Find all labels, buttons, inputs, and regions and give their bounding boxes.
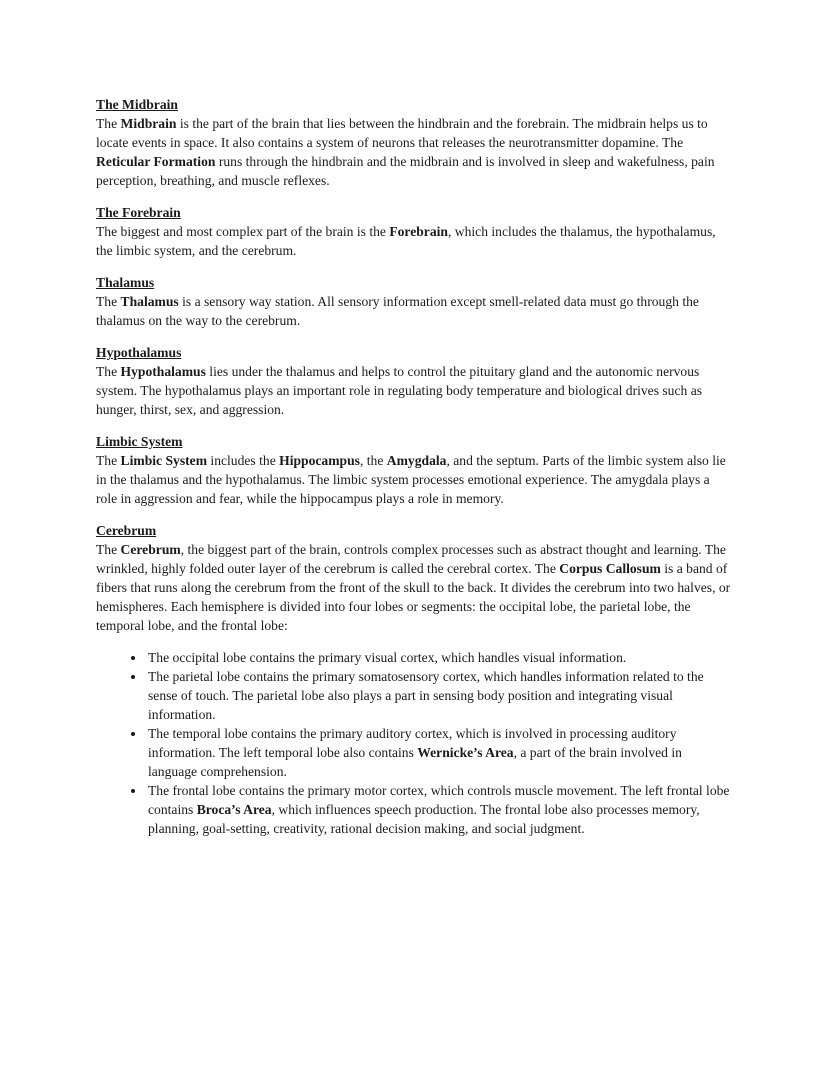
document-section <box>96 521 734 838</box>
paragraph: The Midbrain is the part of the brain that lies between the hindbrain and the forebrain. The midbrain helps us to locate events in space. It also contains a system of neurons that releases the neurotransmitter dopamine. The Reticular Formation runs through the hindbrain and the midbrain and is involved in sleep and wakefulness, pain perception, breathing, and muscle reflexes. <box>96 116 715 188</box>
bold-term: Amygdala <box>386 453 447 468</box>
document-section <box>96 432 734 508</box>
paragraph: The Thalamus is a sensory way station. All sensory information except smell-related data must go through the thalamus on the way to the cerebrum. <box>96 294 699 328</box>
document-section <box>96 95 734 190</box>
section-heading: The Forebrain <box>96 205 181 220</box>
bullet-item: • The parietal lobe contains the primary somatosensory cortex, which handles information related to the sense of touch. The parietal lobe also plays a part in sensing body position and integrating visual information. <box>146 667 734 724</box>
bullet-list <box>96 648 734 838</box>
bold-term: Corpus Callosum <box>559 561 661 576</box>
section-heading: The Midbrain <box>96 97 178 112</box>
section-heading: Limbic System <box>96 434 183 449</box>
bullet-item: • The frontal lobe contains the primary motor cortex, which controls muscle movement. The left frontal lobe contains Broca’s Area, which influences speech production. The frontal lobe also processes memory, planning, goal-setting, creativity, rational decision making, and social judgment. <box>146 781 734 838</box>
bold-term: Hypothalamus <box>120 364 206 379</box>
section-heading: Hypothalamus <box>96 345 182 360</box>
bold-term: Thalamus <box>120 294 179 309</box>
bold-term: Limbic System <box>120 453 208 468</box>
document-content <box>96 95 734 851</box>
document-section <box>96 203 734 260</box>
bold-term: Reticular Formation <box>96 154 216 169</box>
section-heading: Cerebrum <box>96 523 157 538</box>
bullet-item: • The occipital lobe contains the primary visual cortex, which handles visual information. <box>146 648 734 667</box>
paragraph: The biggest and most complex part of the brain is the Forebrain, which includes the thalamus, the hypothalamus, the limbic system, and the cerebrum. <box>96 224 716 258</box>
paragraph: The Cerebrum, the biggest part of the brain, controls complex processes such as abstract thought and learning. The wrinkled, highly folded outer layer of the cerebrum is called the cerebral cortex. The Corpus Callosum is a band of fibers that runs along the cerebrum from the front of the skull to the back. It divides the cerebrum into two halves, or hemispheres. Each hemisphere is divided into four lobes or segments: the occipital lobe, the parietal lobe, the temporal lobe, and the frontal lobe: <box>96 542 731 633</box>
bold-term: Wernicke’s Area <box>417 745 514 760</box>
bullet-item: • The temporal lobe contains the primary auditory cortex, which is involved in processing auditory information. The left temporal lobe also contains Wernicke’s Area, a part of the brain involved in language comprehension. <box>146 724 734 781</box>
document-section <box>96 273 734 330</box>
paragraph: The Hypothalamus lies under the thalamus and helps to control the pituitary gland and the autonomic nervous system. The hypothalamus plays an important role in regulating body temperature and biological drives such as hunger, thirst, sex, and aggression. <box>96 364 703 417</box>
paragraph: The Limbic System includes the Hippocampus, the Amygdala, and the septum. Parts of the limbic system also lie in the thalamus and the hypothalamus. The limbic system processes emotional experience. The amygdala plays a role in aggression and fear, while the hippocampus plays a role in memory. <box>96 453 726 506</box>
bold-term: Broca’s Area <box>196 802 272 817</box>
bold-term: Forebrain <box>389 224 448 239</box>
bold-term: Midbrain <box>120 116 177 131</box>
bold-term: Hippocampus <box>279 453 360 468</box>
bold-term: Cerebrum <box>120 542 181 557</box>
section-heading: Thalamus <box>96 275 155 290</box>
document-section <box>96 343 734 419</box>
